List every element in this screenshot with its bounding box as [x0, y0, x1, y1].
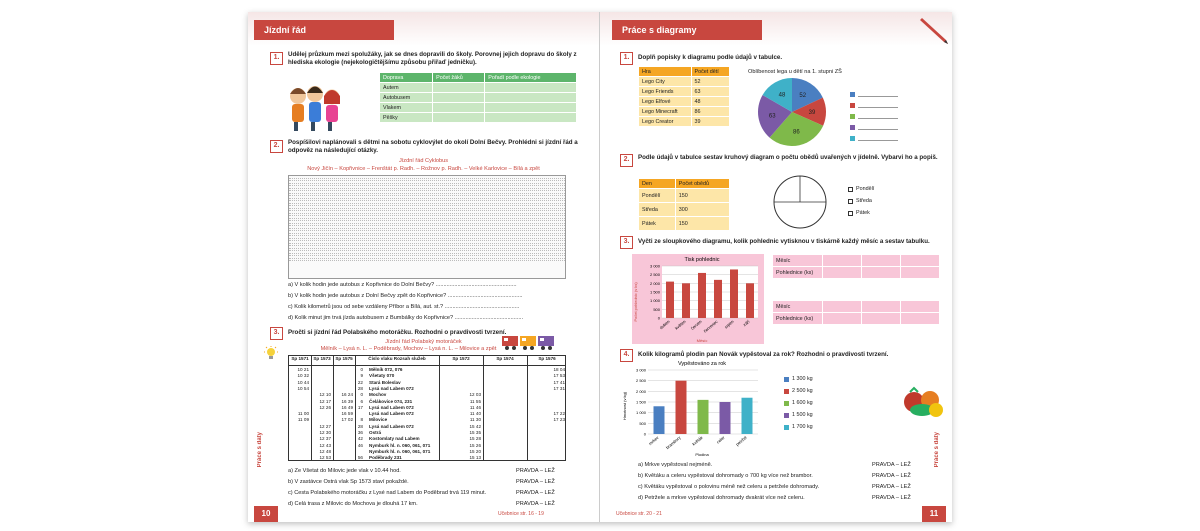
answer-cell[interactable] [862, 267, 901, 279]
timetable-column-header: Sp 1574 [496, 356, 514, 361]
y-tick-label: 2 500 [649, 272, 660, 278]
legend-swatch [784, 377, 789, 382]
station-name: Lysá nad Labem 072 [369, 423, 414, 429]
question-d: d) Kolik minut jim trvá jízda autobusem z Bumbálky do Kopřivnice? ............................................ [288, 315, 524, 321]
row-label: Pohlednice (ks) [773, 313, 823, 325]
lego-pie-chart [756, 76, 828, 148]
bar [720, 402, 731, 434]
statement-text: a) Mrkve vypěstoval nejméně. [638, 462, 713, 468]
station-km: 36 [357, 430, 363, 435]
cyklobus-timetable [288, 175, 566, 279]
departure-time: 12 03 [469, 392, 481, 398]
legend-label: 1 500 kg [792, 412, 813, 418]
answer-cell[interactable] [901, 313, 940, 325]
timetable-row [289, 259, 565, 262]
station-km: 28 [357, 385, 363, 391]
departure-time: 18 04 [553, 367, 565, 372]
bar [698, 273, 706, 318]
pie-slice-label: 63 [768, 113, 776, 120]
departure-time: 11 09 [297, 417, 309, 423]
right-page [600, 12, 952, 522]
station-km: 42 [357, 436, 363, 442]
bar [742, 398, 753, 434]
postcard-bar-chart [632, 254, 764, 344]
timetable-column-header: Sp 1571 [291, 356, 309, 361]
column-divider [311, 356, 312, 460]
row-label: Autobusem [380, 93, 433, 103]
answer-cell[interactable] [433, 93, 485, 103]
answer-cell[interactable] [485, 113, 577, 123]
true-false-choice[interactable]: PRAVDA – LEŽ [516, 479, 555, 485]
y-tick-label: 3 000 [649, 263, 660, 269]
y-tick-label: 3 000 [635, 367, 646, 373]
departure-time: 12 17 [319, 398, 331, 404]
empty-pie-circle[interactable] [772, 174, 828, 230]
statement-text: a) Ze Všetat do Milovic jede vlak v 10.44 hod. [288, 468, 401, 474]
statement-text: b) Květáku a celeru vypěstoval dohromady o 700 kg více než brambor. [638, 473, 813, 479]
x-tick-label: květák [691, 434, 704, 447]
x-tick-label: celer [715, 434, 726, 445]
legend-label: 1 700 kg [792, 424, 813, 430]
column-divider [355, 356, 356, 460]
legend-swatch [784, 401, 789, 406]
x-tick-label: srpen [723, 318, 735, 330]
legend-label: Pátek [856, 210, 870, 216]
x-tick-label: duben [658, 318, 671, 331]
x-tick-label: září [742, 318, 751, 328]
departure-time: 15 13 [469, 455, 481, 461]
row-label: Měsíc [773, 301, 823, 313]
timetable-column-header: Sp 1573 [313, 356, 331, 361]
crop-legend-item [784, 424, 813, 430]
departure-time: 15 20 [469, 448, 481, 454]
checkbox-icon[interactable] [848, 211, 853, 216]
row-label: Pohlednice (ks) [773, 267, 823, 279]
departure-time: 17 02 [341, 417, 353, 423]
y-tick-label: 1 000 [649, 298, 660, 304]
timetable-column-header: Číslo vlaku Rozsah služeb [368, 356, 426, 361]
right-page-header: Práce s diagramy [612, 20, 762, 40]
station-km: 8 [360, 417, 363, 423]
workbook-spread [248, 12, 952, 522]
station-name: Mochov [369, 392, 387, 398]
question-c: c) Kolik kilometrů jsou od sebe vzdáleny Příbor a Bílá, aut. st.? ................................................ [288, 304, 520, 310]
y-tick-label: 1 500 [635, 399, 646, 405]
pie-legend-blank[interactable] [850, 125, 898, 130]
x-tick-label: mrkev [647, 434, 660, 447]
cell: Pátek [639, 217, 676, 231]
crop-legend-item [784, 412, 813, 418]
page-number-11: 11 [922, 506, 946, 522]
legend-item[interactable] [848, 210, 870, 216]
motoracek-timetable [288, 355, 566, 461]
true-false-choice[interactable]: PRAVDA – LEŽ [872, 462, 911, 468]
true-false-choice[interactable]: PRAVDA – LEŽ [872, 495, 911, 501]
col-header: Pořadí podle ekologie [485, 73, 577, 83]
pencil-icon [918, 12, 952, 46]
departure-time: 17 23 [553, 417, 565, 423]
cell: 63 [691, 87, 730, 97]
row-label: Vlakem [380, 103, 433, 113]
col-header: Počet dětí [691, 67, 730, 77]
bar [698, 400, 709, 434]
column-divider [483, 356, 484, 460]
bar [730, 269, 738, 318]
cell: Středa [639, 203, 676, 217]
station-km: 46 [357, 442, 363, 448]
legend-swatch [850, 136, 855, 141]
cell: 150 [675, 189, 729, 203]
departure-time: 16 24 [341, 392, 353, 398]
departure-time: 10 21 [297, 367, 309, 372]
station-name: Lysá nad Labem 072 [369, 404, 414, 410]
crop-legend-item [784, 376, 813, 382]
r-task2-text: Podle údajů v tabulce sestav kruhový diagram o počtu obědů uvařených v jídelně. Vybarvi ho a popiš. [638, 154, 938, 161]
row-label: Autem [380, 83, 433, 93]
answer-line[interactable] [858, 114, 898, 119]
departure-time: 12 53 [319, 455, 331, 461]
answer-cell[interactable] [433, 103, 485, 113]
bar [682, 283, 690, 318]
task2-number: 2. [270, 140, 283, 153]
cell: Lego City [639, 77, 692, 87]
crop-legend-item [784, 400, 813, 406]
pie-legend-blank[interactable] [850, 114, 898, 119]
motoracek-title: Jízdní řád Polabský motoráček [385, 339, 462, 345]
departure-time: 10 54 [297, 385, 309, 391]
question-b: b) V kolik hodin jede autobus z Dolní Bečvy zpět do Kopřivnice? ................................................ [288, 293, 523, 299]
bar [666, 282, 674, 318]
answer-cell[interactable] [485, 83, 577, 93]
y-tick-label: 500 [653, 306, 660, 312]
station-name: Mělník 072, 076 [369, 367, 403, 372]
answer-cell[interactable] [433, 83, 485, 93]
cell: 52 [691, 77, 730, 87]
cell: Lego Minecraft [639, 107, 692, 117]
answer-cell[interactable] [485, 93, 577, 103]
true-false-choice[interactable]: PRAVDA – LEŽ [516, 501, 555, 507]
departure-time: 17 41 [553, 379, 565, 385]
departure-time: 11 00 [297, 411, 309, 417]
station-km: 0 [360, 392, 363, 398]
answer-cell[interactable] [823, 267, 862, 279]
departure-time: 11 30 [469, 417, 481, 423]
y-tick-label: 1 000 [635, 410, 646, 416]
answer-cell[interactable] [862, 313, 901, 325]
crop-bar-chart [620, 358, 766, 458]
r-task3-text: Vyčti ze sloupkového diagramu, kolik pohlednic vytisknou v tiskárně každý měsíc a sestav tabulku. [638, 238, 930, 245]
r-task2-number: 2. [620, 154, 633, 167]
pie-slice-label: 48 [778, 92, 786, 99]
station-name: Poděbrady 231 [369, 455, 402, 461]
pie-slice-label: 39 [808, 109, 816, 116]
departure-time: 10 44 [297, 379, 309, 385]
station-km: 28 [357, 423, 363, 429]
true-false-choice[interactable]: PRAVDA – LEŽ [872, 484, 911, 490]
legend-item[interactable] [848, 198, 872, 204]
lego-table [638, 66, 730, 127]
bar [654, 406, 665, 434]
cell: 48 [691, 97, 730, 107]
departure-time: 12 37 [319, 436, 331, 442]
answer-line[interactable] [858, 103, 898, 108]
station-km: 6 [360, 398, 363, 404]
statement-text: d) Celá trasa z Milovic do Mochova je dlouhá 17 km. [288, 501, 418, 507]
true-false-choice[interactable]: PRAVDA – LEŽ [516, 490, 555, 496]
pie-legend-blank[interactable] [850, 103, 898, 108]
row-label: Pěšky [380, 113, 433, 123]
departure-time: 17 53 [553, 373, 565, 379]
crop-legend-item [784, 388, 813, 394]
task2-text: Pospíšilovi naplánovali s dětmi na sobotu cyklovýlet do okolí Dolní Bečvy. Prohlédni si jízdní řád a odpověz na následující otázky. [288, 139, 578, 154]
train-icon [500, 330, 558, 352]
checkbox-icon[interactable] [848, 199, 853, 204]
r-task1-text: Doplň popisky k diagramu podle údajů v tabulce. [638, 54, 783, 61]
checkbox-icon[interactable] [848, 187, 853, 192]
answer-cell[interactable] [823, 301, 862, 313]
x-tick-label: červen [689, 318, 703, 331]
departure-time: 16 59 [341, 411, 353, 417]
legend-swatch [850, 92, 855, 97]
x-tick-label: petržel [734, 434, 748, 447]
station-km: 17 [357, 404, 363, 410]
departure-time: 17 22 [553, 411, 565, 417]
task1-text: Udělej průzkum mezi spolužáky, jak se dnes dopravili do školy. Porovnej jejich dopravu do školy z hlediska ekologie (nejekologičtějšímu způsobu přiřaď jedničku). [288, 51, 577, 66]
cell: Lego Creator [639, 117, 692, 127]
row-label: Měsíc [773, 255, 823, 267]
station-name: Lysá nad Labem 072 [369, 385, 414, 391]
station-name: Nymburk hl. n. 060, 061, 071 [369, 448, 431, 454]
column-divider [439, 356, 440, 460]
legend-label: 2 500 kg [792, 388, 813, 394]
answer-line[interactable] [858, 125, 898, 130]
pie-chart-title: Oblíbenost lega u dětí na 1. stupni ZŠ [748, 69, 842, 75]
timetable-column-header: Sp 1572 [452, 356, 470, 361]
departure-time: 15 42 [469, 423, 481, 429]
cell: Lego Elfové [639, 97, 692, 107]
task3-number: 3. [270, 327, 283, 340]
departure-time: 15 28 [469, 436, 481, 442]
bar [714, 280, 722, 318]
pie-slice-label: 52 [799, 93, 807, 100]
answer-cell[interactable] [433, 113, 485, 123]
cell: 86 [691, 107, 730, 117]
bar [676, 381, 687, 434]
legend-swatch [850, 114, 855, 119]
pie-legend-blank[interactable] [850, 92, 898, 97]
y-tick-label: 1 500 [649, 289, 660, 295]
departure-time: 12 26 [319, 404, 331, 410]
column-divider [527, 356, 528, 460]
departure-time: 12 43 [319, 442, 331, 448]
y-tick-label: 2 000 [635, 388, 646, 394]
right-footer-ref: Učebnice str. 20 - 21 [616, 511, 662, 517]
answer-cell[interactable] [901, 267, 940, 279]
left-page-header: Jízdní řád [254, 20, 394, 40]
station-name: Lysá nad Labem 072 [369, 411, 414, 417]
col-header: Hra [639, 67, 692, 77]
legend-swatch [784, 413, 789, 418]
answer-cell[interactable] [862, 255, 901, 267]
station-name: Milovice [369, 417, 388, 423]
station-km: 0 [360, 367, 363, 372]
cyklobus-route: Nový Jičín – Kopřivnice – Frenštát p. Radh. – Rožnov p. Radh. – Velké Karlovice – Bílá a zpět [307, 166, 540, 172]
vegetables-illustration [900, 380, 946, 420]
postcard-table-2 [772, 300, 940, 325]
children-illustration [286, 82, 342, 132]
timetable-header-row [289, 356, 565, 366]
answer-cell[interactable] [901, 255, 940, 267]
departure-time: 10 32 [297, 373, 309, 379]
departure-time: 11 55 [469, 398, 481, 404]
station-name: Čelákovice 074, 231 [369, 398, 413, 404]
transport-table [379, 72, 577, 123]
departure-time: 12 27 [319, 423, 331, 429]
left-page [248, 12, 600, 522]
legend-label: Pondělí [856, 186, 875, 192]
postcard-table-1 [772, 254, 940, 279]
col-header: Doprava [380, 73, 433, 83]
cyklobus-title: Jízdní řád Cyklobus [398, 158, 449, 164]
answer-cell[interactable] [862, 301, 901, 313]
departure-time: 15 26 [469, 442, 481, 448]
answer-line[interactable] [858, 92, 898, 97]
station-name: Stará Boleslav [369, 379, 401, 385]
true-false-choice[interactable]: PRAVDA – LEŽ [516, 468, 555, 474]
x-axis-label: Měsíc [696, 338, 708, 343]
answer-line[interactable] [858, 136, 898, 141]
lightbulb-icon [264, 346, 278, 360]
left-footer-ref: Učebnice str. 16 - 19 [498, 511, 544, 517]
legend-label: 1 300 kg [792, 376, 813, 382]
true-false-choice[interactable]: PRAVDA – LEŽ [872, 473, 911, 479]
statement-text: d) Petržele a mrkve vypěstoval dohromady dvakrát více než celeru. [638, 495, 805, 501]
x-tick-label: červenec [702, 318, 719, 334]
x-tick-label: brambory [664, 434, 682, 451]
cell: Pondělí [639, 189, 676, 203]
page-number-10: 10 [254, 506, 278, 522]
departure-time: 12 10 [319, 392, 331, 398]
station-name: Nymburk hl. n. 060, 061, 071 [369, 442, 431, 448]
y-tick-label: 0 [657, 315, 660, 321]
col-header: Počet obědů [675, 179, 729, 189]
cell: Lego Friends [639, 87, 692, 97]
x-tick-label: květen [673, 318, 687, 331]
x-axis-label: Plodina [695, 452, 709, 457]
r-task3-number: 3. [620, 236, 633, 249]
statement-text: b) V zastávce Ostrá vlak Sp 1573 staví pokaždé. [288, 479, 409, 485]
departure-time: 15 35 [469, 430, 481, 435]
station-km: 9 [360, 373, 363, 379]
y-tick-label: 0 [643, 431, 646, 437]
y-axis-label: Hmotnost (v kg) [622, 391, 627, 421]
left-side-label: Práce s daty [257, 432, 263, 468]
cell: 300 [675, 203, 729, 217]
departure-time: 17 31 [553, 385, 565, 391]
y-tick-label: 500 [639, 420, 646, 426]
y-tick-label: 2 500 [635, 378, 646, 384]
column-divider [333, 356, 334, 460]
task3-text: Pročti si jízdní řád Polabského motoráčku. Rozhodni o pravdivosti tvrzení. [288, 329, 507, 336]
legend-label: 1 600 kg [792, 400, 813, 406]
statement-text: c) Květáku vypěstoval o polovinu méně než celeru a petržele dohromady. [638, 484, 820, 490]
right-side-label: Práce s daty [934, 432, 940, 468]
col-header: Počet žáků [433, 73, 485, 83]
legend-swatch [850, 125, 855, 130]
station-name: Ostrá [369, 430, 382, 435]
timetable-column-header: Sp 1575 [335, 356, 353, 361]
legend-item[interactable] [848, 186, 874, 192]
station-name: Kostomlaty nad Labem [369, 436, 420, 442]
departure-time: 12 48 [319, 448, 331, 454]
pie-legend-blank[interactable] [850, 136, 898, 141]
departure-time: 12 30 [319, 430, 331, 435]
legend-swatch [784, 389, 789, 394]
bar [746, 283, 754, 318]
statement-text: c) Cesta Polabského motoráčku z Lysé nad Labem do Poděbrad trvá 119 minut. [288, 490, 487, 496]
answer-cell[interactable] [901, 301, 940, 313]
departure-time: 16 49 [341, 404, 353, 410]
r-task4-text: Kolik kilogramů plodin pan Novák vypěstoval za rok? Rozhodni o pravdivosti tvrzení. [638, 351, 889, 358]
chart-title: Vypěstováno za rok [677, 361, 727, 367]
legend-swatch [850, 103, 855, 108]
y-tick-label: 2 000 [649, 280, 660, 286]
legend-label: Středa [856, 198, 872, 204]
r-task4-number: 4. [620, 349, 633, 362]
answer-cell[interactable] [823, 313, 862, 325]
pie-slice-label: 86 [792, 129, 800, 136]
departure-time: 16 39 [341, 398, 353, 404]
cell: 150 [675, 217, 729, 231]
r-task1-number: 1. [620, 52, 633, 65]
lunch-table [638, 178, 730, 231]
departure-time: 11 40 [469, 411, 481, 417]
answer-cell[interactable] [485, 103, 577, 113]
chart-title: Tisk pohlednic [684, 257, 720, 263]
cell: 39 [691, 117, 730, 127]
question-a: a) V kolik hodin jede autobus z Kopřivnice do Dolní Bečvy? .................................................... [288, 282, 517, 288]
station-name: Všetaty 070 [369, 373, 395, 379]
motoracek-route: Mělník – Lysá n. L. – Poděbrady, Mochov – Lysá n. L. – Milovice a zpět [320, 346, 497, 352]
timetable-row [289, 455, 565, 461]
answer-cell[interactable] [823, 255, 862, 267]
col-header: Den [639, 179, 676, 189]
station-km: 22 [357, 379, 363, 385]
timetable-column-header: Sp 1576 [538, 356, 556, 361]
legend-swatch [784, 425, 789, 430]
station-km: 56 [357, 455, 363, 461]
y-axis-label: Počet pohlednic (v ks) [633, 282, 638, 322]
departure-time: 11 46 [469, 404, 481, 410]
task1-number: 1. [270, 52, 283, 65]
